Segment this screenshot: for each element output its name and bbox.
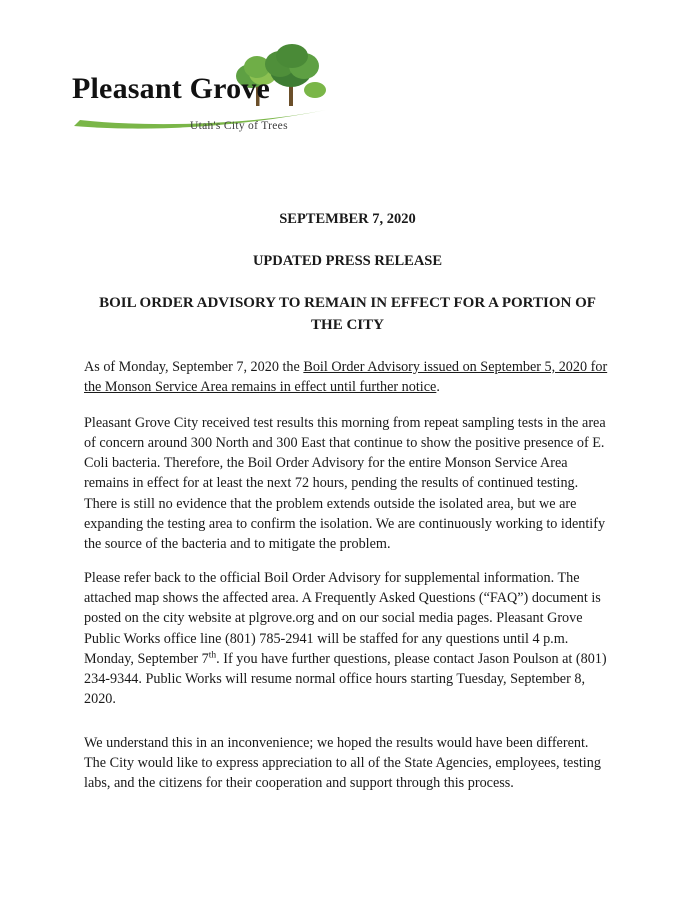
- release-date: SEPTEMBER 7, 2020: [279, 211, 416, 227]
- paragraph-3: [84, 568, 611, 709]
- paragraph-2: Pleasant Grove City received test results this morning from repeat sampling tests in the area of concern around 300 North and 300 East that continue to show the positive presence of E. Coli bacteria. Therefore, the Boil Order Advisory for the entire Monson Service Area remains in effect for at least the next 72 hours, pending the results of continued testing. There is still no evidence that the problem extends outside the isolated area, but we are expanding the testing area to confirm the isolation. We are continuously working to identify the source of the bacteria and to mitigate the problem.: [84, 414, 606, 552]
- release-subtitle: UPDATED PRESS RELEASE: [252, 252, 443, 269]
- lead-text-before: As of Monday, September 7, 2020 the: [84, 358, 304, 375]
- lead-text-underlined: Boil Order Advisory issued on September 5, 2020 for the Monson Service Area remains in effect until further notice: [84, 358, 608, 395]
- city-logo: [72, 40, 332, 150]
- paragraph-3-part1: Please refer back to the official Boil Order Advisory for supplemental information. The attached map shows the affected area. A Frequently Asked Questions (“FAQ”) document is posted on the city website at plgrove.org and on our social media pages. Pleasant Grove Public Works office line (801) 785-2941 will be staffed for any questions until 4 p.m. Monday, September 7: [84, 570, 601, 667]
- release-title: BOIL ORDER ADVISORY TO REMAIN IN EFFECT FOR A PORTION OF THE CITY: [99, 295, 596, 333]
- paragraph-4: We understand this in an inconvenience; we hoped the results would have been different. The City would like to express appreciation to all of the State Agencies, employees, testing labs, and the citizens for their cooperation and support through this process.: [84, 735, 601, 792]
- paragraph-3-part2: . If you have further questions, please contact Jason Poulson at (801) 234-9344. Public Works will resume normal office hours starting Tuesday, September 8, 2020.: [84, 650, 607, 707]
- logo-wordmark: Pleasant Grove: [72, 72, 271, 105]
- lead-text-after: .: [436, 378, 440, 395]
- ordinal-suffix: th: [208, 649, 217, 660]
- document-body: [84, 210, 611, 808]
- paragraph-lead: [84, 357, 611, 397]
- logo-tagline: Utah's City of Trees: [190, 120, 288, 132]
- paragraph-spacer: [84, 723, 611, 733]
